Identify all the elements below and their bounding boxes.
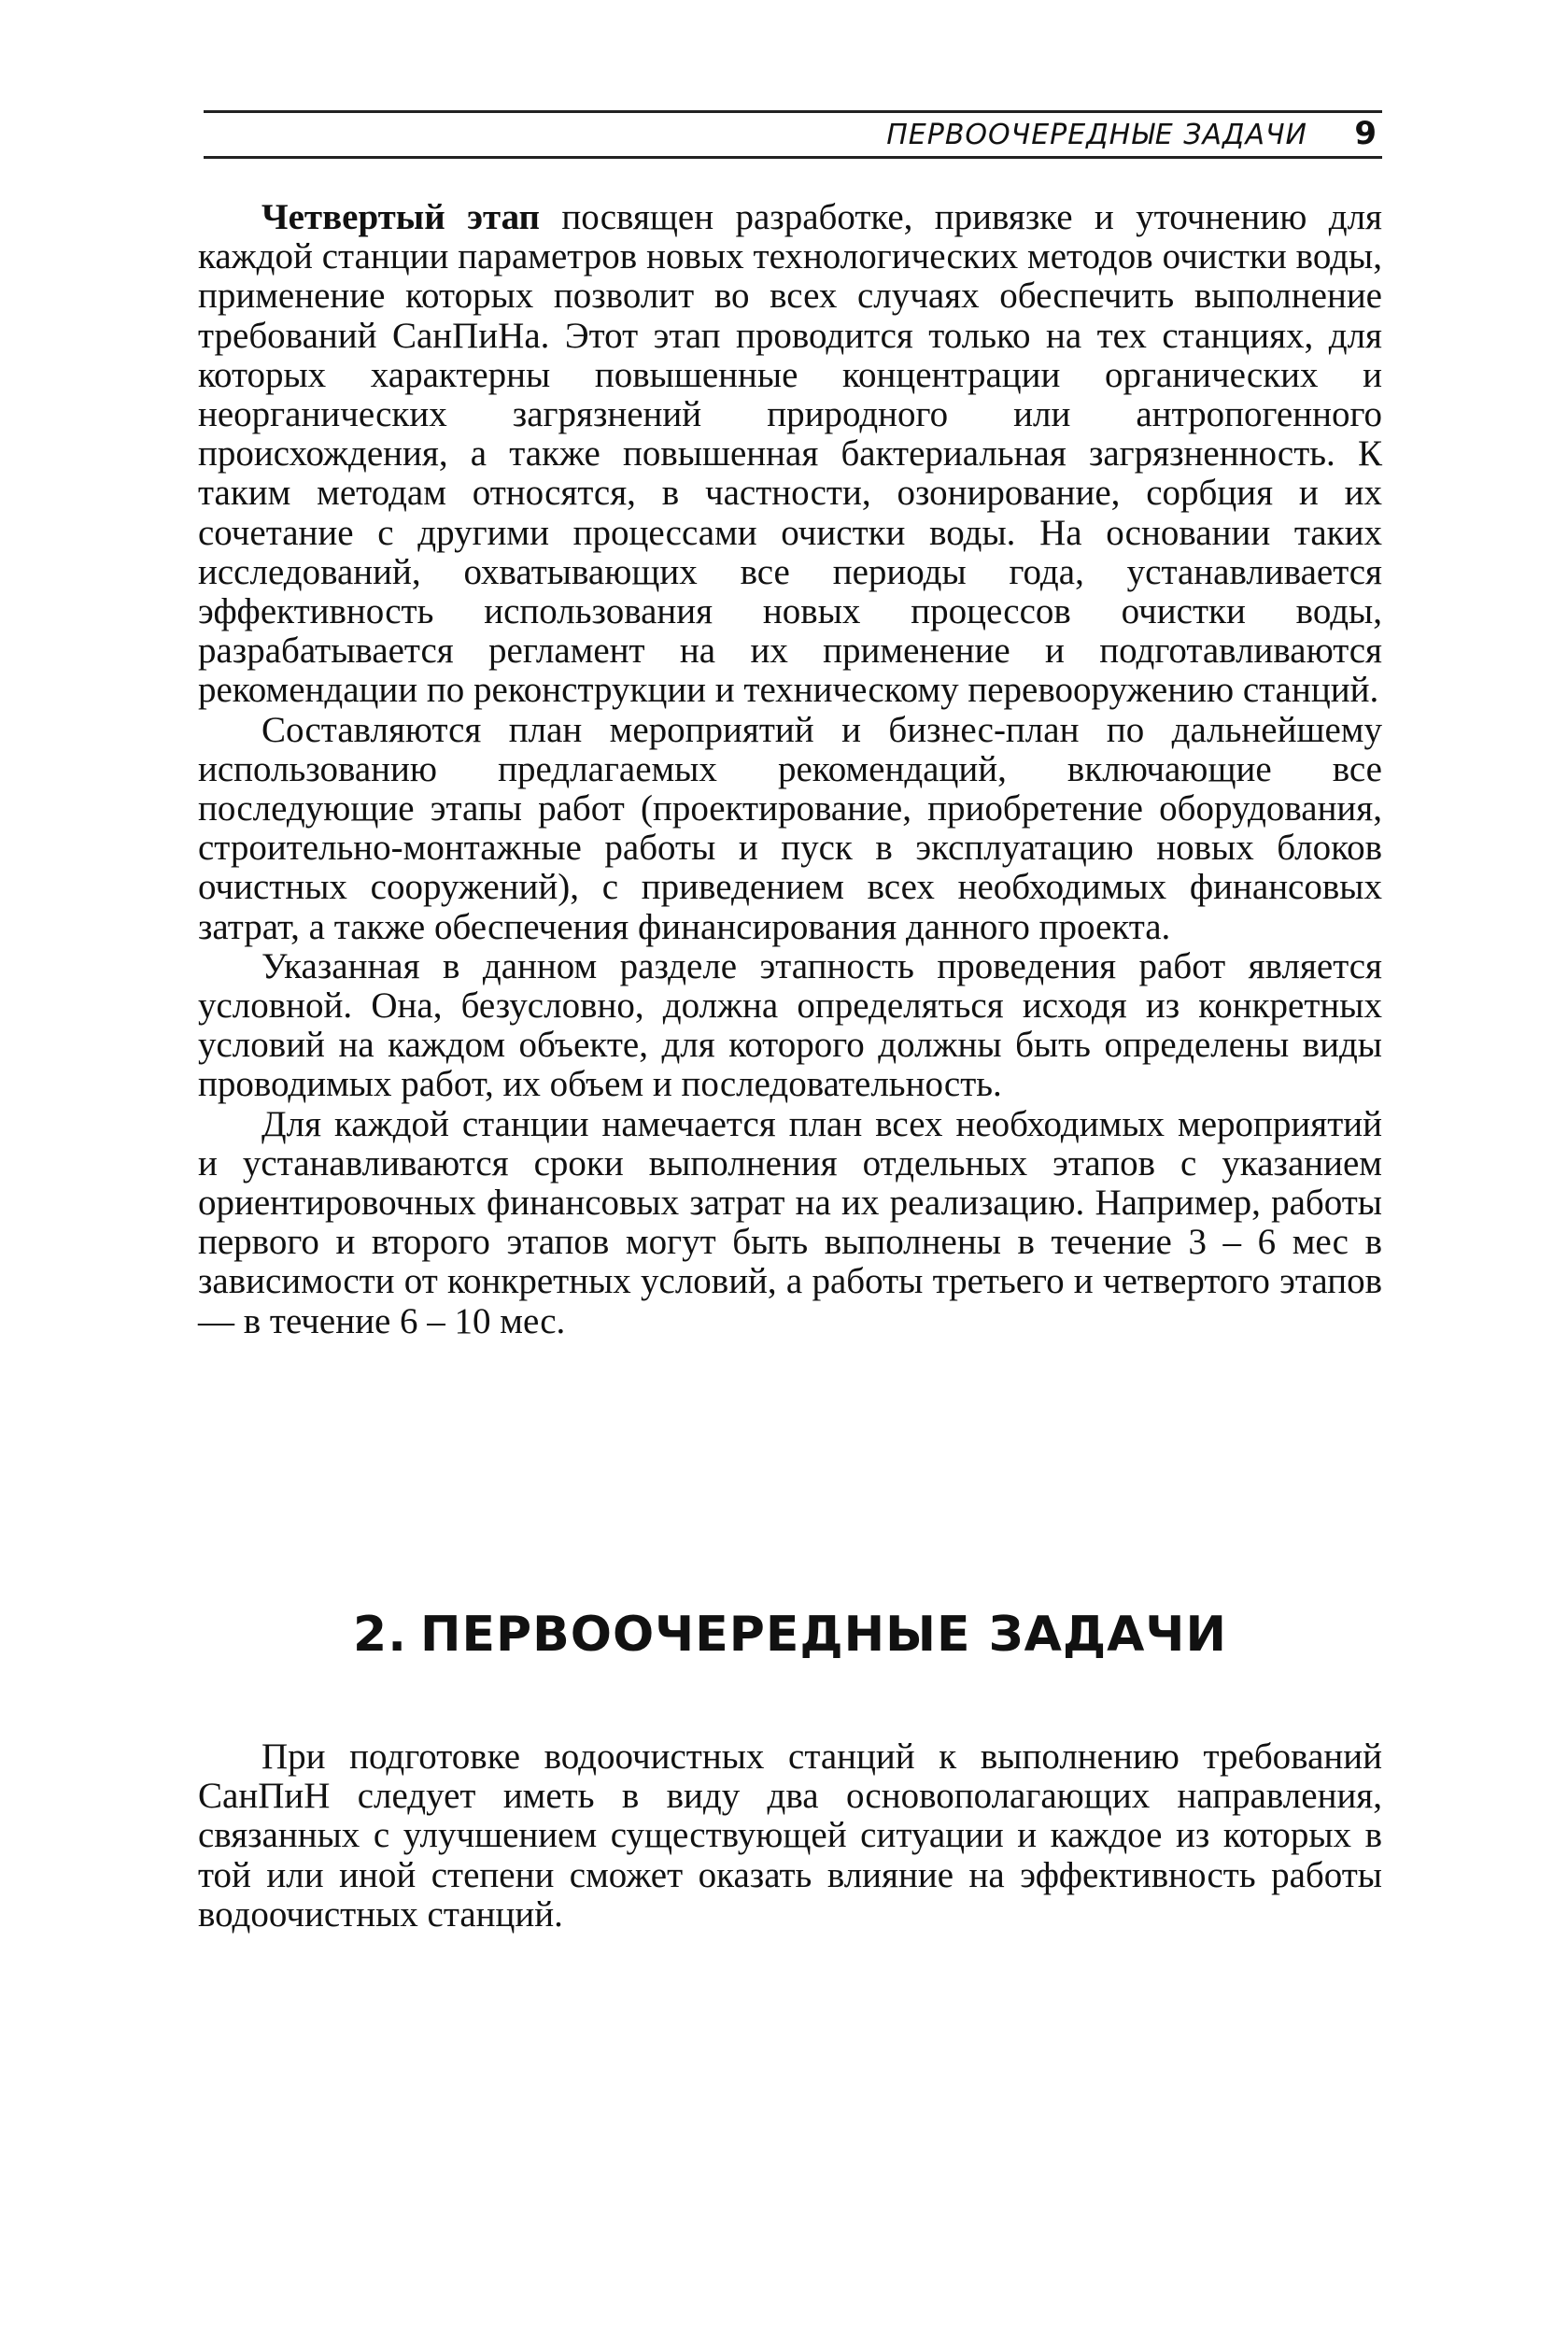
section-1-body <box>198 198 1382 1341</box>
section-2-body <box>198 1737 1382 1935</box>
section-heading <box>198 1607 1382 1663</box>
page-number: 9 <box>1354 115 1377 152</box>
paragraph-text: посвящен разработке, привязке и уточнению для каждой станции параметров новых технологических методов очистки воды, применение которых позволит во всех случаях обеспечить выполнение требований СанПиНа. Этот этап проводится только на тех станциях, для которых характерны повышенные концентрации органических и неорганических загрязнений природного или антропогенного происхождения, а также повышенная бактериальная загрязненность. К таким методам относятся, в частности, озонирование, сорбция и их сочетание с другими процессами очистки воды. На основании таких исследований, охватывающих все периоды года, устанавливается эффективность использования новых процессов очистки воды, разрабатывается регламент на их применение и подготавливаются рекомендации по реконструкции и техническому перевооружению станций. <box>198 197 1382 711</box>
running-header-title: ПЕРВООЧЕРЕДНЫЕ ЗАДАЧИ <box>886 119 1307 151</box>
section-title: ПЕРВООЧЕРЕДНЫЕ ЗАДАЧИ <box>419 1607 1227 1663</box>
section-number: 2. <box>353 1607 407 1663</box>
paragraph-staging-note: Указанная в данном разделе этапность проведения работ является условной. Она, безусловно, должна определяться исходя из конкретных условий на каждом объекте, для которого должны быть определены виды проводимых работ, их объем и последовательность. <box>198 945 1382 1105</box>
paragraph-schedule: Для каждой станции намечается план всех необходимых мероприятий и устанавливаются сроки выполнения отдельных этапов с указанием ориентировочных финансовых затрат на их реализацию. Например, работы первого и второго этапов могут быть выполнены в течение 3 – 6 мес в зависимости от конкретных условий, а работы третьего и четвертого этапов — в течение 6 – 10 мес. <box>198 1103 1382 1341</box>
running-header <box>204 110 1382 159</box>
paragraph-lead: Четвертый этап <box>261 197 541 237</box>
paragraph-stage-four <box>198 198 1382 711</box>
paragraph-business-plan: Составляются план мероприятий и бизнес-план по дальнейшему использованию предлагаемых рекомендаций, включающие все последующие этапы работ (проектирование, приобретение оборудования, строительно-монтажные работы и пуск в эксплуатацию новых блоков очистных сооружений), с приведением всех необходимых финансовых затрат, а также обеспечения финансирования данного проекта. <box>198 709 1382 947</box>
paragraph-priority-intro: При подготовке водоочистных станций к выполнению требований СанПиН следует иметь в виду два основополагающих направления, связанных с улучшением существующей ситуации и каждое из которых в той или иной степени сможет оказать влияние на эффективность работы водоочистных станций. <box>198 1737 1382 1935</box>
